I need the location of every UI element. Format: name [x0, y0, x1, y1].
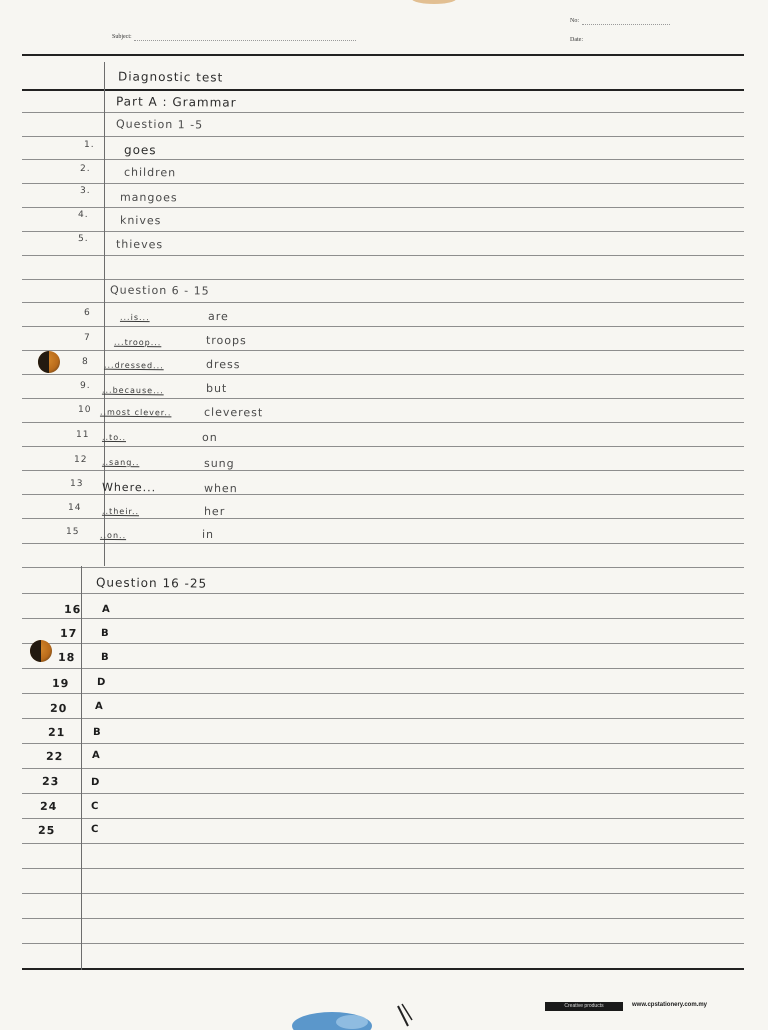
question-number: 18 [57, 650, 76, 665]
question-number: 2. [79, 163, 91, 175]
ruled-line [22, 446, 744, 447]
error-word: ..on.. [99, 530, 127, 541]
section3-heading: Question 16 -25 [95, 575, 208, 591]
top-edge-decoration [412, 0, 456, 4]
error-word: ...is... [119, 312, 150, 323]
ruled-line [22, 89, 744, 91]
binder-hole [30, 640, 52, 662]
answer-text: goes [123, 142, 157, 158]
correction-word: troops [205, 333, 247, 348]
question-number: 17 [59, 626, 78, 641]
ruled-line [22, 326, 744, 327]
question-number: 20 [49, 701, 68, 716]
section1-heading: Question 1 -5 [115, 117, 204, 132]
question-number: 24 [39, 799, 58, 814]
date-label: Date: [570, 37, 583, 43]
question-number: 12 [73, 454, 88, 466]
question-number: 11 [75, 429, 90, 441]
ruled-line [22, 136, 744, 137]
ruled-line [22, 918, 744, 919]
ruled-line [22, 793, 744, 794]
error-word: ...dressed... [103, 360, 164, 371]
answer-letter: A [101, 603, 111, 616]
question-number: 16 [63, 602, 82, 617]
answer-text: knives [119, 213, 162, 228]
answer-letter: D [90, 776, 101, 789]
question-number: 8 [81, 356, 89, 368]
ruled-line [22, 279, 744, 280]
ruled-line [22, 693, 744, 694]
correction-word: cleverest [203, 405, 264, 420]
question-number: 14 [67, 502, 82, 514]
footer-illustration [290, 1000, 420, 1030]
question-number: 10 [77, 404, 92, 416]
no-field [582, 24, 670, 25]
answer-text: children [123, 165, 177, 180]
ruled-line [22, 112, 744, 113]
question-number: 19 [51, 676, 70, 691]
subject-field [134, 40, 356, 41]
question-number: 4. [77, 209, 89, 221]
error-word: ..to.. [101, 432, 127, 443]
answer-letter: B [100, 651, 110, 664]
ruled-line [22, 868, 744, 869]
ruled-line [22, 374, 744, 375]
error-word: ..their.. [101, 506, 140, 517]
question-number: 15 [65, 526, 80, 538]
section2-heading: Question 6 - 15 [109, 283, 210, 298]
question-number: 21 [47, 725, 66, 740]
error-word: ..most clever.. [99, 407, 172, 418]
page-title: Diagnostic test [117, 69, 224, 85]
ruled-line [22, 54, 744, 56]
answer-letter: B [100, 627, 110, 640]
answer-text: mangoes [119, 190, 178, 205]
ruled-line [22, 743, 744, 744]
ruled-line [22, 494, 744, 495]
correction-word: when [203, 481, 238, 496]
ruled-line [22, 302, 744, 303]
ruled-line [22, 618, 744, 619]
ruled-line [22, 470, 744, 471]
correction-word: on [201, 430, 218, 445]
ruled-line [22, 231, 744, 232]
question-number: 23 [41, 774, 60, 789]
subject-label: Subject: [112, 34, 132, 40]
ruled-line [22, 159, 744, 160]
margin-line-lower [81, 566, 82, 970]
ruled-line [22, 207, 744, 208]
answer-letter: B [92, 726, 102, 739]
ruled-line [22, 768, 744, 769]
question-number: 3. [79, 185, 91, 197]
correction-word: in [201, 527, 215, 542]
ruled-line [22, 893, 744, 894]
ruled-line [22, 567, 744, 568]
answer-letter: A [91, 749, 101, 762]
ruled-line [22, 943, 744, 944]
question-number: 7 [83, 332, 91, 344]
ruled-line [22, 183, 744, 184]
correction-word: are [207, 309, 229, 324]
correction-word: her [203, 504, 226, 519]
answer-text: thieves [115, 237, 164, 252]
ruled-line [22, 718, 744, 719]
ruled-line [22, 843, 744, 844]
question-number: 22 [45, 749, 64, 764]
answer-letter: A [94, 700, 104, 713]
ruled-line [22, 350, 744, 351]
answer-letter: C [90, 800, 100, 813]
brand-logo: Creative products [545, 1002, 623, 1011]
question-number: 1. [83, 139, 95, 151]
ruled-line [22, 818, 744, 819]
correction-word: dress [205, 357, 241, 372]
footer-url: www.cpstationery.com.my [632, 1002, 708, 1008]
ruled-line [22, 593, 744, 594]
ruled-line [22, 255, 744, 256]
part-heading: Part A : Grammar [115, 94, 237, 110]
question-number: 6 [83, 307, 91, 319]
ruled-line [22, 398, 744, 399]
ruled-line [22, 643, 744, 644]
ruled-line [22, 422, 744, 423]
error-word: ..sang.. [101, 457, 140, 468]
question-number: 9. [79, 380, 91, 392]
correction-word: sung [203, 456, 235, 471]
question-number: 13 [69, 478, 84, 490]
ruled-line [22, 968, 744, 970]
answer-letter: D [96, 676, 107, 689]
ruled-line [22, 668, 744, 669]
answer-letter: C [90, 823, 100, 836]
ruled-line [22, 543, 744, 544]
ruled-line [22, 518, 744, 519]
question-number: 5. [77, 233, 89, 245]
binder-hole [38, 351, 60, 373]
correction-word: but [205, 381, 228, 396]
question-number: 25 [37, 823, 56, 838]
error-word: Where... [101, 480, 157, 495]
error-word: ...because... [101, 385, 164, 396]
no-label: No: [570, 18, 579, 24]
error-word: ...troop... [113, 337, 162, 348]
